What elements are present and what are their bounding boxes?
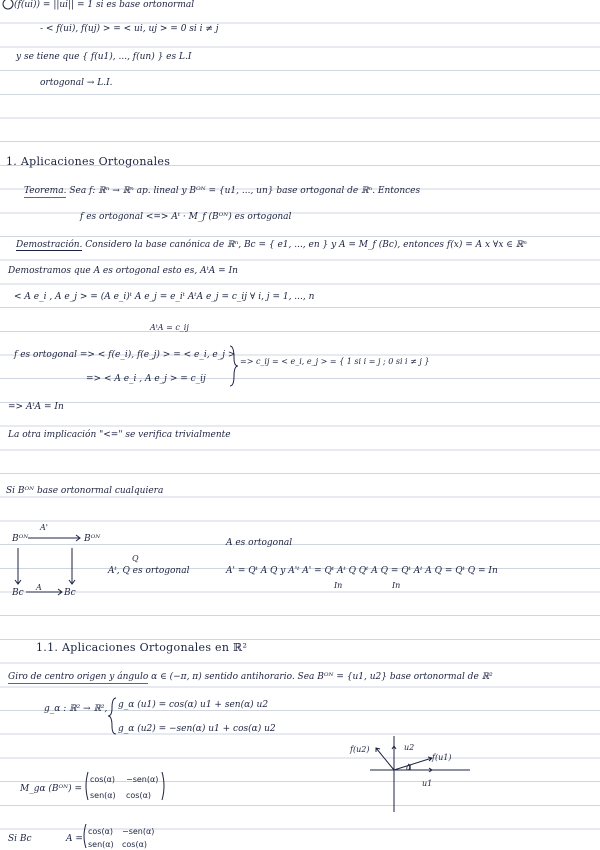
circled-number: [3, 0, 13, 9]
matrix-a-21: sen(α): [88, 840, 114, 849]
diagram-bottom-arrow-label: A: [36, 583, 42, 592]
matrix-a-12: −sen(α): [122, 827, 155, 836]
matrix-mg-label: M_gα (Bᴼᴺ) =: [20, 784, 83, 794]
matrix-mg-paren-left: [86, 772, 88, 800]
demostracion: Demostración. Considero la base canónica de ℝⁿ, Bc = { e1, ..., en } y A = M_f (Bc), entonces f(x) = A x ∀x ∈ ℝⁿ: [16, 240, 527, 250]
giro-u1: g_α (u1) = cos(α) u1 + sen(α) u2: [118, 700, 269, 710]
demo-line-3b: AᵗA = c_ij: [150, 323, 189, 332]
demo-line-6: La otra implicación "<=" se verifica trivialmente: [8, 430, 231, 440]
giro-u2: g_α (u2) = −sen(α) u1 + cos(α) u2: [118, 724, 276, 734]
arrow-top: [28, 535, 80, 541]
demo-line-5: => AᵗA = In: [8, 402, 64, 412]
arrow-right-down: [69, 548, 75, 584]
matrix-a-11: cos(α): [88, 827, 113, 836]
diagram-top-left: Bᴼᴺ: [12, 534, 29, 544]
demo-line-3: < A e_i , A e_j > = (A e_i)ᵗ A e_j = e_iᵗ AᵗA e_j = c_ij ∀ i, j = 1, ..., n: [14, 292, 315, 302]
angle-arc: [408, 764, 410, 770]
matrix-mg-12: −sen(α): [126, 775, 159, 784]
brace-demo: [230, 346, 238, 386]
line-ortogonal-li: ortogonal → L.I.: [40, 78, 113, 88]
diagram-top-arrow-label: A': [40, 523, 48, 532]
demo-line-4a: f es ortogonal => < f(e_i), f(e_j) > = < e_i, e_j >: [14, 350, 236, 360]
matrix-mg-21: sen(α): [90, 791, 116, 800]
giro-map: g_α : ℝ² → ℝ²,: [44, 704, 108, 714]
diagram-equation: A' = Qᵗ A Q y A'ᵗ A' = Qᵗ Aᵗ Q Qᵗ A Q = Qᵗ Aᵗ A Q = Qᵗ Q = In: [226, 566, 498, 576]
teorema: Teorema. Sea f: ℝⁿ → ℝⁿ ap. lineal y Bᴼᴺ = {u1, ..., un} base ortogonal de ℝⁿ. Entonces: [24, 186, 421, 196]
vector-fu1: [394, 757, 432, 770]
diagram-bottom-right: Bc: [64, 588, 76, 598]
arrow-bottom: [26, 589, 62, 595]
vector-label-fu2: f(u2): [350, 745, 370, 754]
matrix-a-paren-left: [84, 824, 86, 848]
diagram-side-label: Q: [132, 554, 139, 563]
giro-definition: Giro de centro origen y ángulo α ∈ (−π, π) sentido antihorario. Sea Bᴼᴺ = {u1, u2} base ortonormal de ℝ²: [8, 672, 493, 682]
matrix-mg-22: cos(α): [126, 791, 151, 800]
diagram-in-2: In: [392, 581, 401, 590]
line-norm: (f(ui)) = ||ui|| = 1 si es base ortonormal: [14, 0, 195, 10]
diagram-in-1: In: [334, 581, 343, 590]
heading-aplicaciones-r2: 1.1. Aplicaciones Ortogonales en ℝ²: [36, 641, 248, 654]
vector-u2: [392, 746, 396, 770]
vector-label-fu1: f(u1): [432, 753, 452, 762]
demostracion-label: Demostración.: [16, 240, 83, 250]
line-orthogonal-pair: - < f(ui), f(uj) > = < ui, uj > = 0 si i ≠ j: [40, 24, 219, 34]
vector-label-alpha: α: [406, 763, 412, 772]
vector-fu2: [376, 748, 394, 770]
bc-label: Si Bc: [8, 834, 32, 844]
matrix-a-label: A =: [66, 834, 83, 844]
vector-label-u2: u2: [404, 743, 415, 752]
teorema-label: Teorema.: [24, 186, 67, 196]
vector-label-u1: u1: [422, 779, 433, 788]
line-li: y se tiene que { f(u1), ..., f(un) } es L.I: [16, 52, 192, 62]
giro-label: Giro de centro origen y ángulo: [8, 672, 149, 682]
diagram-top-right: Bᴼᴺ: [84, 534, 101, 544]
demo-line-2: Demostramos que A es ortogonal esto es, AᵗA = In: [8, 266, 238, 276]
diagram-bottom-left: Bc: [12, 588, 24, 598]
demo-line-7: Si Bᴼᴺ base ortonormal cualquiera: [6, 486, 164, 496]
demo-line-4c: => c_ij = < e_i, e_j > = { 1 si i = j ; 0 si i ≠ j }: [240, 357, 430, 366]
heading-aplicaciones-ortogonales: 1. Aplicaciones Ortogonales: [6, 155, 171, 168]
demo-line-4b: => < A e_i , A e_j > = c_ij: [86, 374, 206, 384]
diagram-a-ortogonal: A es ortogonal: [226, 538, 293, 548]
matrix-mg-11: cos(α): [90, 775, 115, 784]
arrow-left-down: [15, 548, 21, 584]
brace-giro: [108, 698, 116, 734]
diagram-q-ortogonal: Aᵗ, Q es ortogonal: [108, 566, 190, 576]
matrix-mg-paren-right: [162, 772, 164, 800]
matrix-a-22: cos(α): [122, 840, 147, 849]
teorema-equivalence: f es ortogonal <=> Aᵗ · M_f (Bᴼᴺ) es ortogonal: [80, 212, 292, 222]
